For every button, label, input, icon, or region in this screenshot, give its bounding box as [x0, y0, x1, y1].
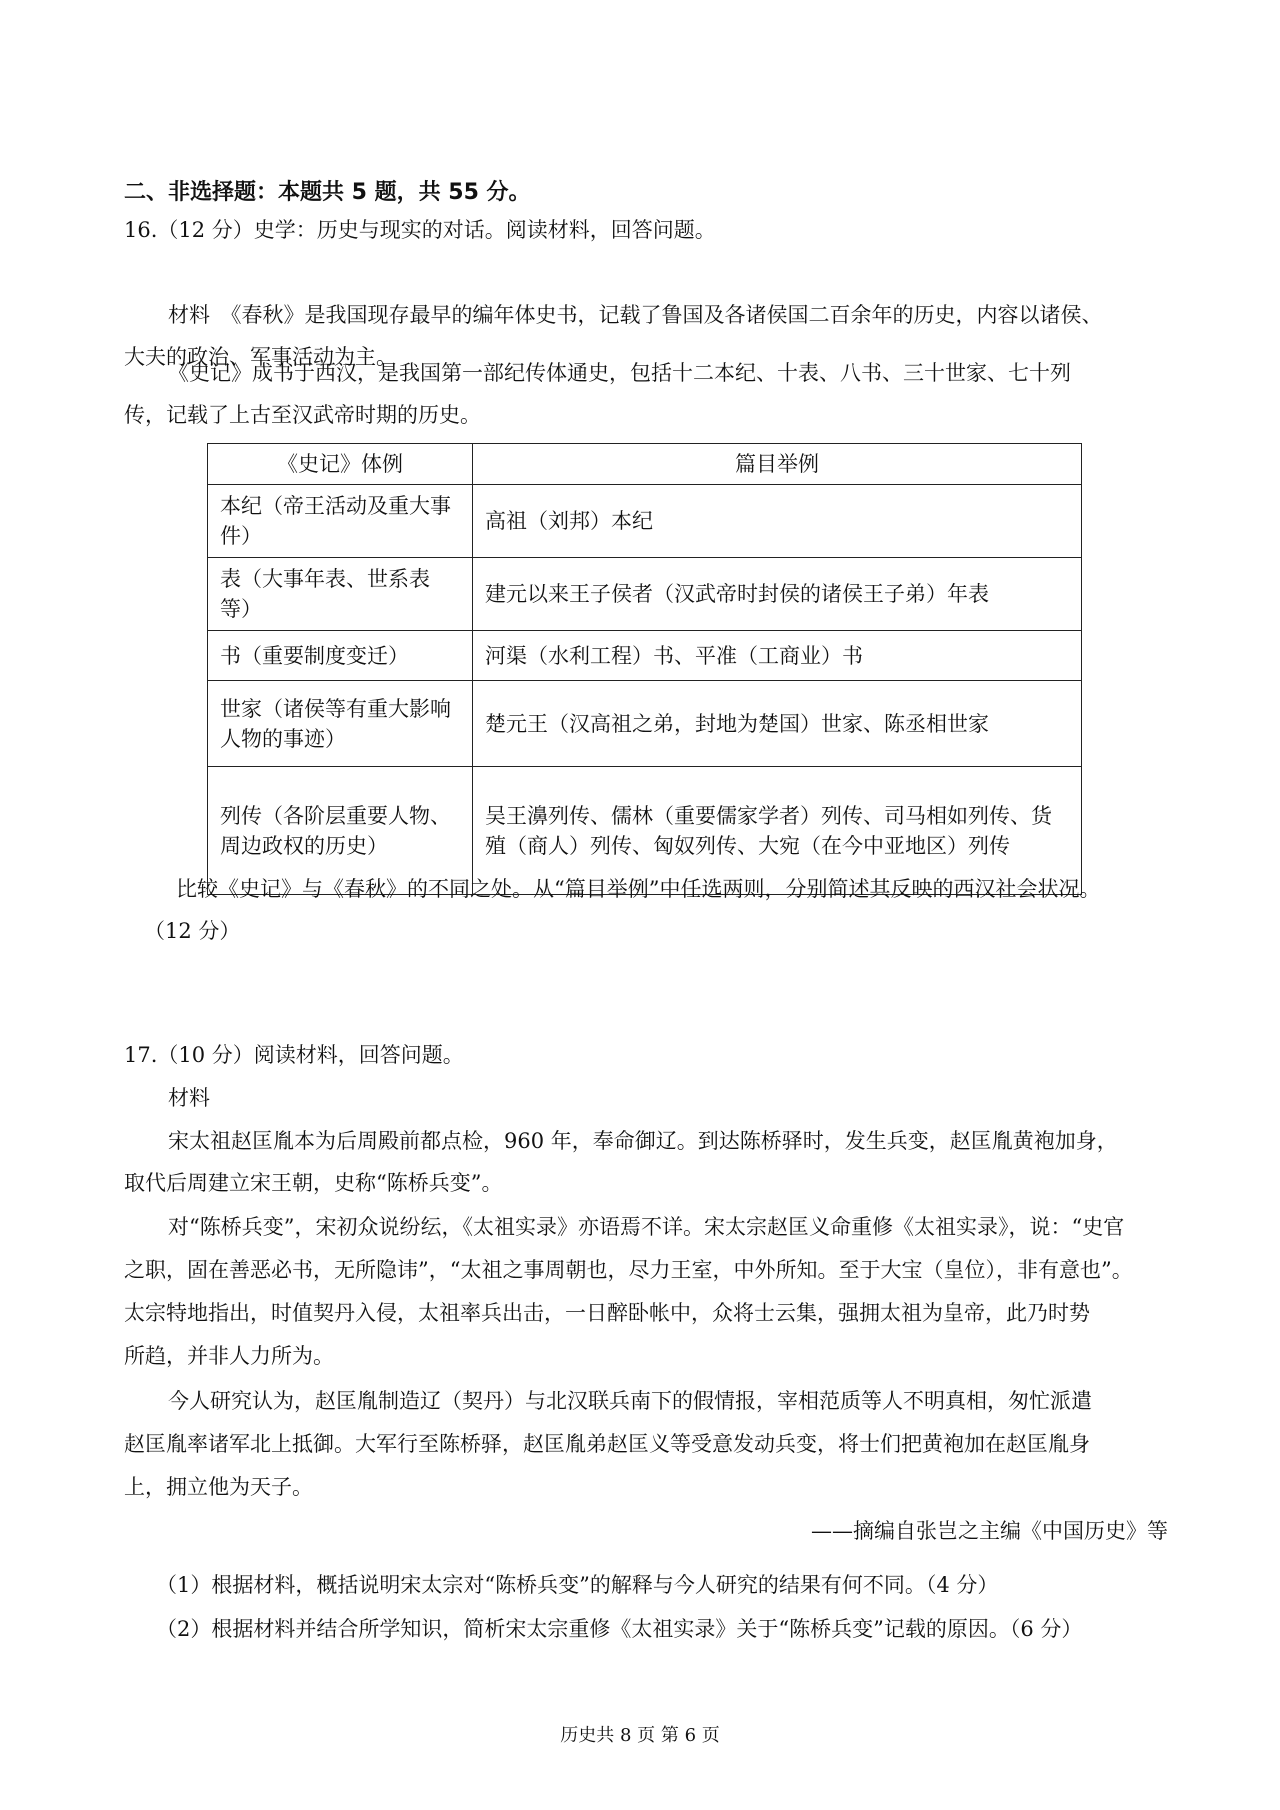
q16-material-line: 《史记》成书于西汉，是我国第一部纪传体通史，包括十二本纪、十表、八书、三十世家、七十列: [168, 361, 1071, 385]
shiji-format-table: [207, 443, 1082, 895]
table-cell: 河渠（水利工程）书、平准（工商业）书: [473, 631, 1082, 681]
table-cell: 高祖（刘邦）本纪: [473, 485, 1082, 558]
page-footer: 历史共 8 页 第 6 页: [560, 1725, 720, 1746]
q17-subquestion-1: （1）根据材料，概括说明宋太宗对“陈桥兵变”的解释与今人研究的结果有何不同。（4 分）: [156, 1573, 999, 1597]
q17-material-line: 对“陈桥兵变”，宋初众说纷纭，《太祖实录》亦语焉不详。宋太宗赵匡义命重修《太祖实录》，说：“史官: [168, 1215, 1125, 1239]
table-cell: 世家（诸侯等有重大影响人物的事迹）: [208, 681, 473, 767]
q16-material-line: 大夫的政治、军事活动为主。: [124, 345, 397, 369]
q17-stem: 17.（10 分）阅读材料，回答问题。: [124, 1043, 464, 1067]
q17-material-line: 太宗特地指出，时值契丹入侵，太祖率兵出击，一日醉卧帐中，众将士云集，强拥太祖为皇帝，此乃时势: [124, 1301, 1090, 1325]
table-cell: 建元以来王子侯者（汉武帝时封侯的诸侯王子弟）年表: [473, 558, 1082, 631]
table-row: [208, 485, 1082, 558]
q17-material-label: 材料: [168, 1086, 210, 1110]
q17-material-line: 今人研究认为，赵匡胤制造辽（契丹）与北汉联兵南下的假情报，宰相范质等人不明真相，匆忙派遣: [168, 1389, 1092, 1413]
table-row: [208, 681, 1082, 767]
section-title: 二、非选择题：本题共 5 题，共 55 分。: [124, 180, 531, 205]
q16-question-points: （12 分）: [144, 919, 241, 943]
q17-material-line: 取代后周建立宋王朝，史称“陈桥兵变”。: [124, 1171, 503, 1195]
q17-material-line: 所趋，并非人力所为。: [124, 1344, 334, 1368]
table-cell: 列传（各阶层重要人物、周边政权的历史）: [208, 767, 473, 895]
q17-material-line: 宋太祖赵匡胤本为后周殿前都点检，960 年，奉命御辽。到达陈桥驿时，发生兵变，赵匡胤黄袍加身，: [168, 1129, 1118, 1153]
table-header-cell: 《史记》体例: [208, 444, 473, 485]
q17-material-line: 之职，固在善恶必书，无所隐讳”，“太祖之事周朝也，尽力王室，中外所知。至于大宝（皇位），非有意也”。: [124, 1258, 1133, 1282]
table-cell: 书（重要制度变迁）: [208, 631, 473, 681]
table-cell: 楚元王（汉高祖之弟，封地为楚国）世家、陈丞相世家: [473, 681, 1082, 767]
q17-material-line: 上，拥立他为天子。: [124, 1475, 313, 1499]
q16-material-line: 传，记载了上古至汉武帝时期的历史。: [124, 403, 481, 427]
q17-source-citation: ——摘编自张岂之主编《中国历史》等: [811, 1519, 1168, 1543]
q17-subquestion-2: （2）根据材料并结合所学知识，简析宋太宗重修《太祖实录》关于“陈桥兵变”记载的原因。（6 分）: [156, 1617, 1083, 1641]
table-cell: 本纪（帝王活动及重大事件）: [208, 485, 473, 558]
table-header-cell: 篇目举例: [473, 444, 1082, 485]
q17-material-line: 赵匡胤率诸军北上抵御。大军行至陈桥驿，赵匡胤弟赵匡义等受意发动兵变，将士们把黄袍加在赵匡胤身: [124, 1432, 1090, 1456]
table-row: [208, 631, 1082, 681]
table-cell: 吴王濞列传、儒林（重要儒家学者）列传、司马相如列传、货殖（商人）列传、匈奴列传、大宛（在今中亚地区）列传: [473, 767, 1082, 895]
q16-question-line: 比较《史记》与《春秋》的不同之处。从“篇目举例”中任选两则，分别简述其反映的西汉社会状况。: [176, 877, 1101, 901]
q16-material-line: 材料 《春秋》是我国现存最早的编年体史书，记载了鲁国及各诸侯国二百余年的历史，内容以诸侯、: [168, 303, 1103, 327]
q16-stem: 16.（12 分）史学：历史与现实的对话。阅读材料，回答问题。: [124, 218, 716, 242]
table-cell: 表（大事年表、世系表等）: [208, 558, 473, 631]
table-row: [208, 558, 1082, 631]
table-header-row: [208, 444, 1082, 485]
